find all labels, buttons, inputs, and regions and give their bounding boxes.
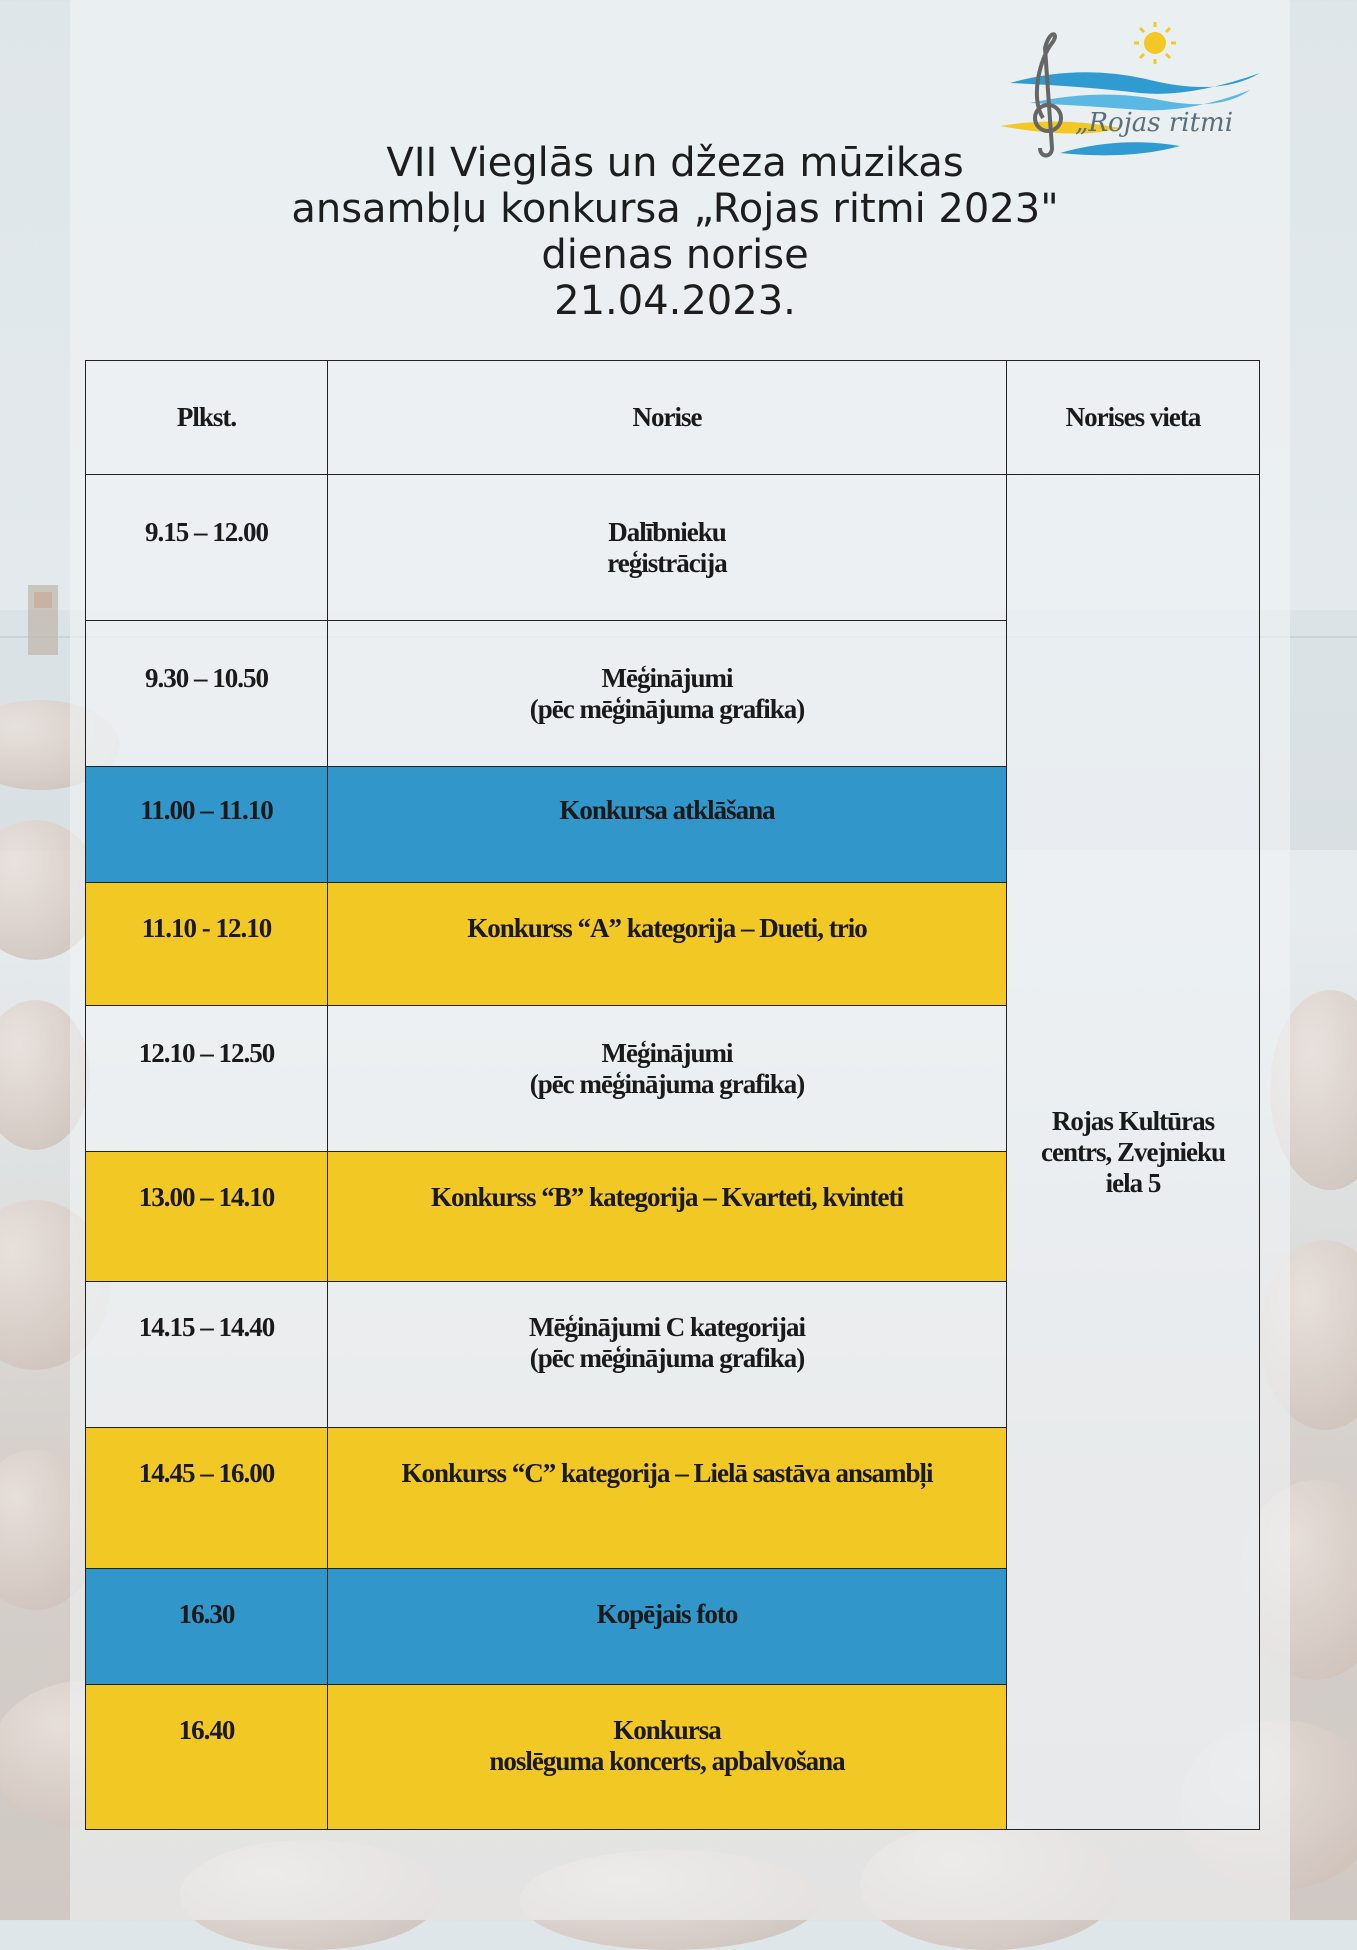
- table-row-event: Mēģinājumi (pēc mēģinājuma grafika): [327, 1005, 1007, 1152]
- table-row-time: 9.15 – 12.00: [85, 474, 328, 621]
- table-row-time: 9.30 – 10.50: [85, 620, 328, 767]
- table-row-time: 13.00 – 14.10: [85, 1151, 328, 1282]
- table-row-event: Konkursa atklāšana: [327, 766, 1007, 883]
- table-row-time: 14.15 – 14.40: [85, 1281, 328, 1428]
- table-row-event: Kopējais foto: [327, 1568, 1007, 1685]
- schedule-table: [85, 360, 1260, 1830]
- table-row-time: 11.10 - 12.10: [85, 882, 328, 1006]
- logo-text: „Rojas ritmi: [1075, 108, 1234, 138]
- header-time: Plkst.: [85, 360, 328, 475]
- title-date: 21.04.2023.: [554, 278, 796, 324]
- table-row-event: Dalībnieku reģistrācija: [327, 474, 1007, 621]
- table-row-time: 12.10 – 12.50: [85, 1005, 328, 1152]
- header-venue: Norises vieta: [1006, 360, 1260, 475]
- table-row-time: 16.30: [85, 1568, 328, 1685]
- title-line-2: ansambļu konkursa „Rojas ritmi 2023": [291, 186, 1059, 232]
- page-title: [230, 140, 1120, 324]
- table-row-time: 16.40: [85, 1684, 328, 1830]
- table-row-time: 14.45 – 16.00: [85, 1427, 328, 1569]
- table-row-event: Konkurss “B” kategorija – Kvarteti, kvinteti: [327, 1151, 1007, 1282]
- background-pier-light: [34, 592, 52, 608]
- venue-cell: Rojas Kultūras centrs, Zvejnieku iela 5: [1006, 474, 1260, 1830]
- table-row-time: 11.00 – 11.10: [85, 766, 328, 883]
- header-event: Norise: [327, 360, 1007, 475]
- table-row-event: Konkursa noslēguma koncerts, apbalvošana: [327, 1684, 1007, 1830]
- table-row-event: Konkurss “C” kategorija – Lielā sastāva ansambļi: [327, 1427, 1007, 1569]
- title-line-1: VII Vieglās un džeza mūzikas: [386, 140, 964, 186]
- table-row-event: Konkurss “A” kategorija – Dueti, trio: [327, 882, 1007, 1006]
- table-row-event: Mēģinājumi C kategorijai (pēc mēģinājuma grafika): [327, 1281, 1007, 1428]
- table-row-event: Mēģinājumi (pēc mēģinājuma grafika): [327, 620, 1007, 767]
- title-line-3: dienas norise: [541, 232, 809, 278]
